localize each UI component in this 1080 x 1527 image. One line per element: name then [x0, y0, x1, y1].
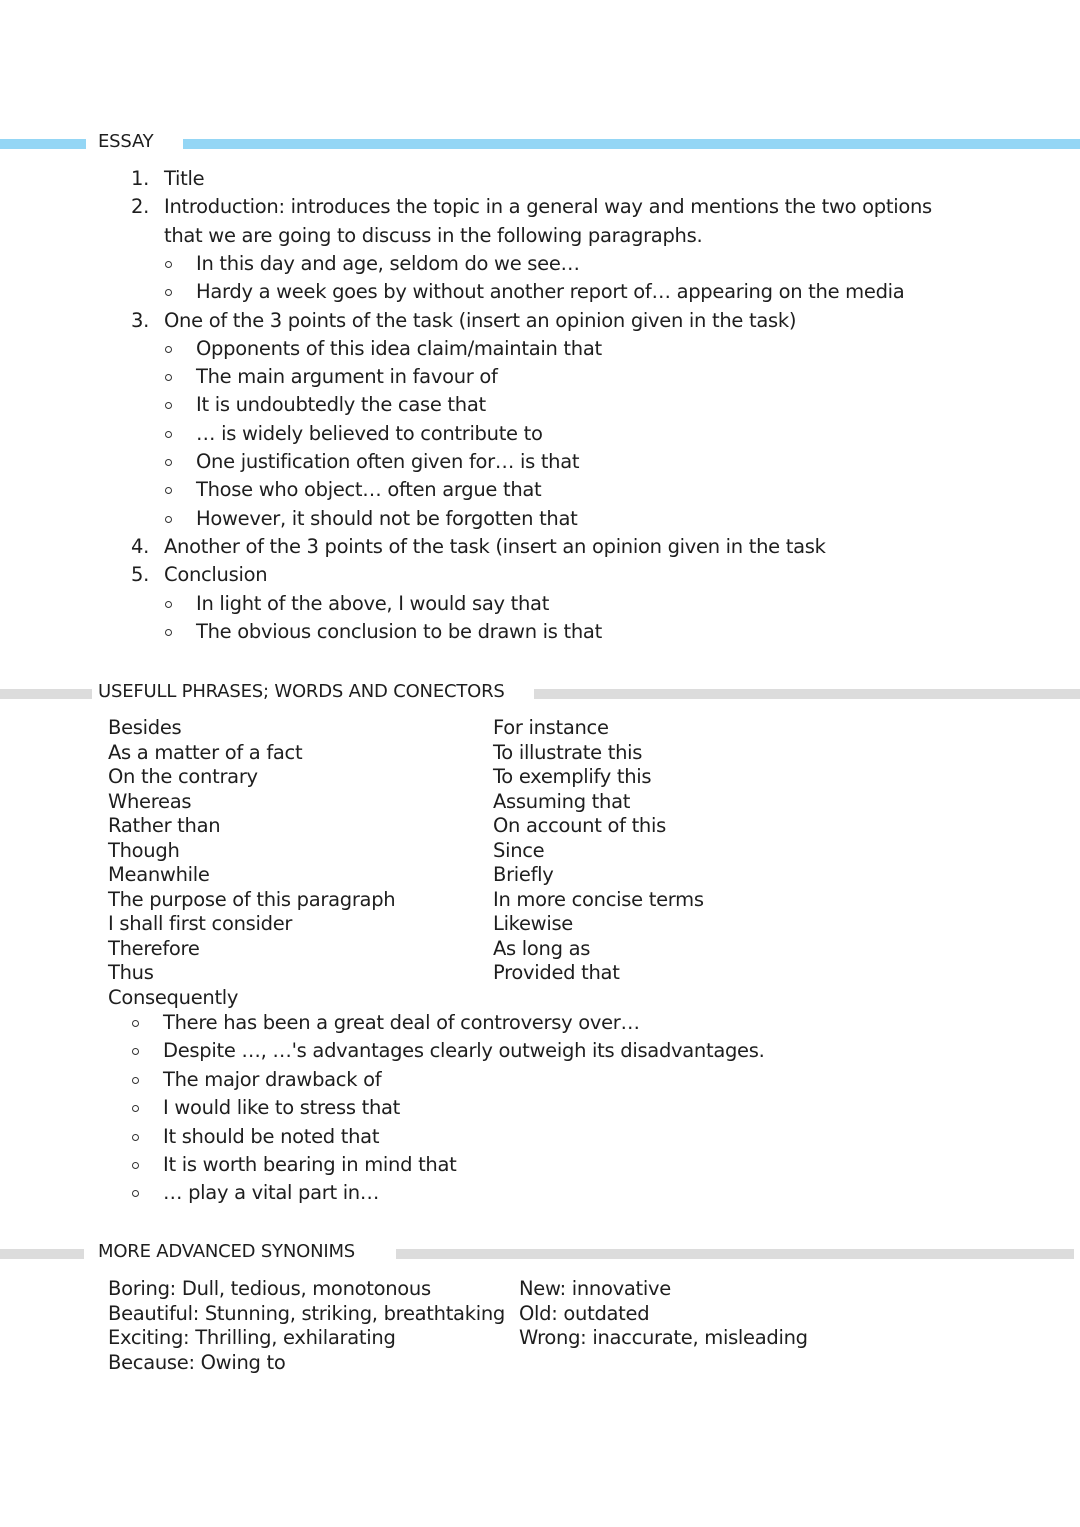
sub-item: In light of the above, I would say that [196, 591, 550, 615]
synonym-item: New: innovative [519, 1277, 671, 1300]
phrase-item: The purpose of this paragraph [108, 887, 396, 911]
sub-item: Hardy a week goes by without another report of… appearing on the media [196, 280, 905, 304]
band-bar-right [534, 689, 1080, 699]
phrase-item: Rather than [108, 814, 221, 837]
bullet-icon [165, 516, 172, 523]
phrase-item: Briefly [493, 863, 554, 886]
phrase-item: I shall first consider [108, 912, 293, 935]
sub-item: Those who object… often argue that [196, 478, 542, 502]
synonym-item: Exciting: Thrilling, exhilarating [108, 1326, 396, 1349]
phrase-bullet-item: There has been a great deal of controversy over… [163, 1011, 640, 1034]
phrase-bullet-item: … play a vital part in… [163, 1181, 380, 1205]
band-bar-right [183, 139, 1080, 149]
bullet-icon [165, 289, 172, 296]
list-item-continuation: that we are going to discuss in the following paragraphs. [164, 223, 703, 247]
phrase-bullet-item: It is worth bearing in mind that [163, 1153, 457, 1176]
phrase-item: As a matter of a fact [108, 740, 303, 764]
phrase-bullet-item: I would like to stress that [163, 1096, 400, 1120]
sub-item: … is widely believed to contribute to [196, 421, 543, 445]
band-bar-left [0, 1249, 84, 1259]
list-number: 4. [131, 534, 150, 558]
sub-item: The main argument in favour of [196, 365, 498, 389]
band-bar-left [0, 689, 92, 699]
sub-item: The obvious conclusion to be drawn is that [196, 619, 602, 643]
bullet-icon [132, 1134, 139, 1141]
phrase-item: Therefore [108, 936, 200, 960]
bullet-icon [165, 601, 172, 608]
phrase-item: Since [493, 838, 545, 862]
sub-item: However, it should not be forgotten that [196, 506, 578, 530]
list-item: Introduction: introduces the topic in a general way and mentions the two options [164, 195, 932, 219]
bullet-icon [132, 1162, 139, 1169]
synonym-item: Wrong: inaccurate, misleading [519, 1326, 808, 1349]
phrase-item: On the contrary [108, 765, 258, 788]
list-number: 3. [131, 308, 150, 332]
phrase-bullet-item: It should be noted that [163, 1124, 380, 1148]
bullet-icon [132, 1105, 139, 1112]
phrase-bullet-item: The major drawback of [163, 1067, 382, 1091]
list-item: Conclusion [164, 563, 268, 587]
phrase-bullet-item: Despite …, …'s advantages clearly outweigh its disadvantages. [163, 1039, 765, 1063]
synonyms-header-band [0, 1242, 1080, 1264]
sub-item: In this day and age, seldom do we see… [196, 251, 580, 275]
list-number: 1. [131, 167, 150, 190]
synonyms-heading: MORE ADVANCED SYNONIMS [98, 1241, 356, 1262]
phrase-item: Consequently [108, 985, 239, 1009]
band-bar-right [396, 1249, 1074, 1259]
bullet-icon [165, 346, 172, 353]
bullet-icon [165, 261, 172, 268]
phrase-item: On account of this [493, 814, 666, 837]
bullet-icon [132, 1020, 139, 1027]
phrase-item: In more concise terms [493, 887, 704, 911]
synonym-item: Boring: Dull, tedious, monotonous [108, 1277, 431, 1300]
phrase-item: Assuming that [493, 789, 631, 813]
bullet-icon [165, 431, 172, 438]
phrase-item: To exemplify this [493, 765, 652, 788]
bullet-icon [165, 402, 172, 409]
phrases-header-band [0, 682, 1080, 704]
list-number: 2. [131, 195, 150, 219]
bullet-icon [132, 1190, 139, 1197]
list-number: 5. [131, 563, 150, 587]
bullet-icon [165, 487, 172, 494]
synonym-item: Old: outdated [519, 1301, 650, 1325]
phrase-item: Meanwhile [108, 863, 210, 886]
phrase-item: Though [108, 838, 180, 862]
bullet-icon [132, 1077, 139, 1084]
phrase-item: Thus [108, 961, 154, 984]
list-item: Title [164, 167, 205, 190]
bullet-icon [165, 374, 172, 381]
phrase-item: For instance [493, 716, 609, 739]
phrase-item: Likewise [493, 912, 573, 935]
sub-item: One justification often given for… is that [196, 450, 580, 473]
phrase-item: Besides [108, 716, 182, 739]
synonym-item: Because: Owing to [108, 1350, 286, 1374]
list-item: Another of the 3 points of the task (insert an opinion given in the task [164, 534, 826, 558]
list-item: One of the 3 points of the task (insert an opinion given in the task) [164, 308, 797, 332]
phrases-heading: USEFULL PHRASES; WORDS AND CONECTORS [98, 681, 505, 702]
sub-item: It is undoubtedly the case that [196, 393, 486, 417]
synonym-item: Beautiful: Stunning, striking, breathtaking [108, 1301, 505, 1325]
essay-header-band [0, 132, 1080, 154]
phrase-item: Whereas [108, 789, 192, 813]
band-bar-left [0, 139, 86, 149]
essay-heading: ESSAY [98, 131, 154, 152]
sub-item: Opponents of this idea claim/maintain that [196, 336, 602, 360]
bullet-icon [165, 629, 172, 636]
phrase-item: As long as [493, 936, 591, 960]
phrase-item: To illustrate this [493, 740, 643, 764]
bullet-icon [165, 459, 172, 466]
bullet-icon [132, 1048, 139, 1055]
phrase-item: Provided that [493, 961, 620, 984]
